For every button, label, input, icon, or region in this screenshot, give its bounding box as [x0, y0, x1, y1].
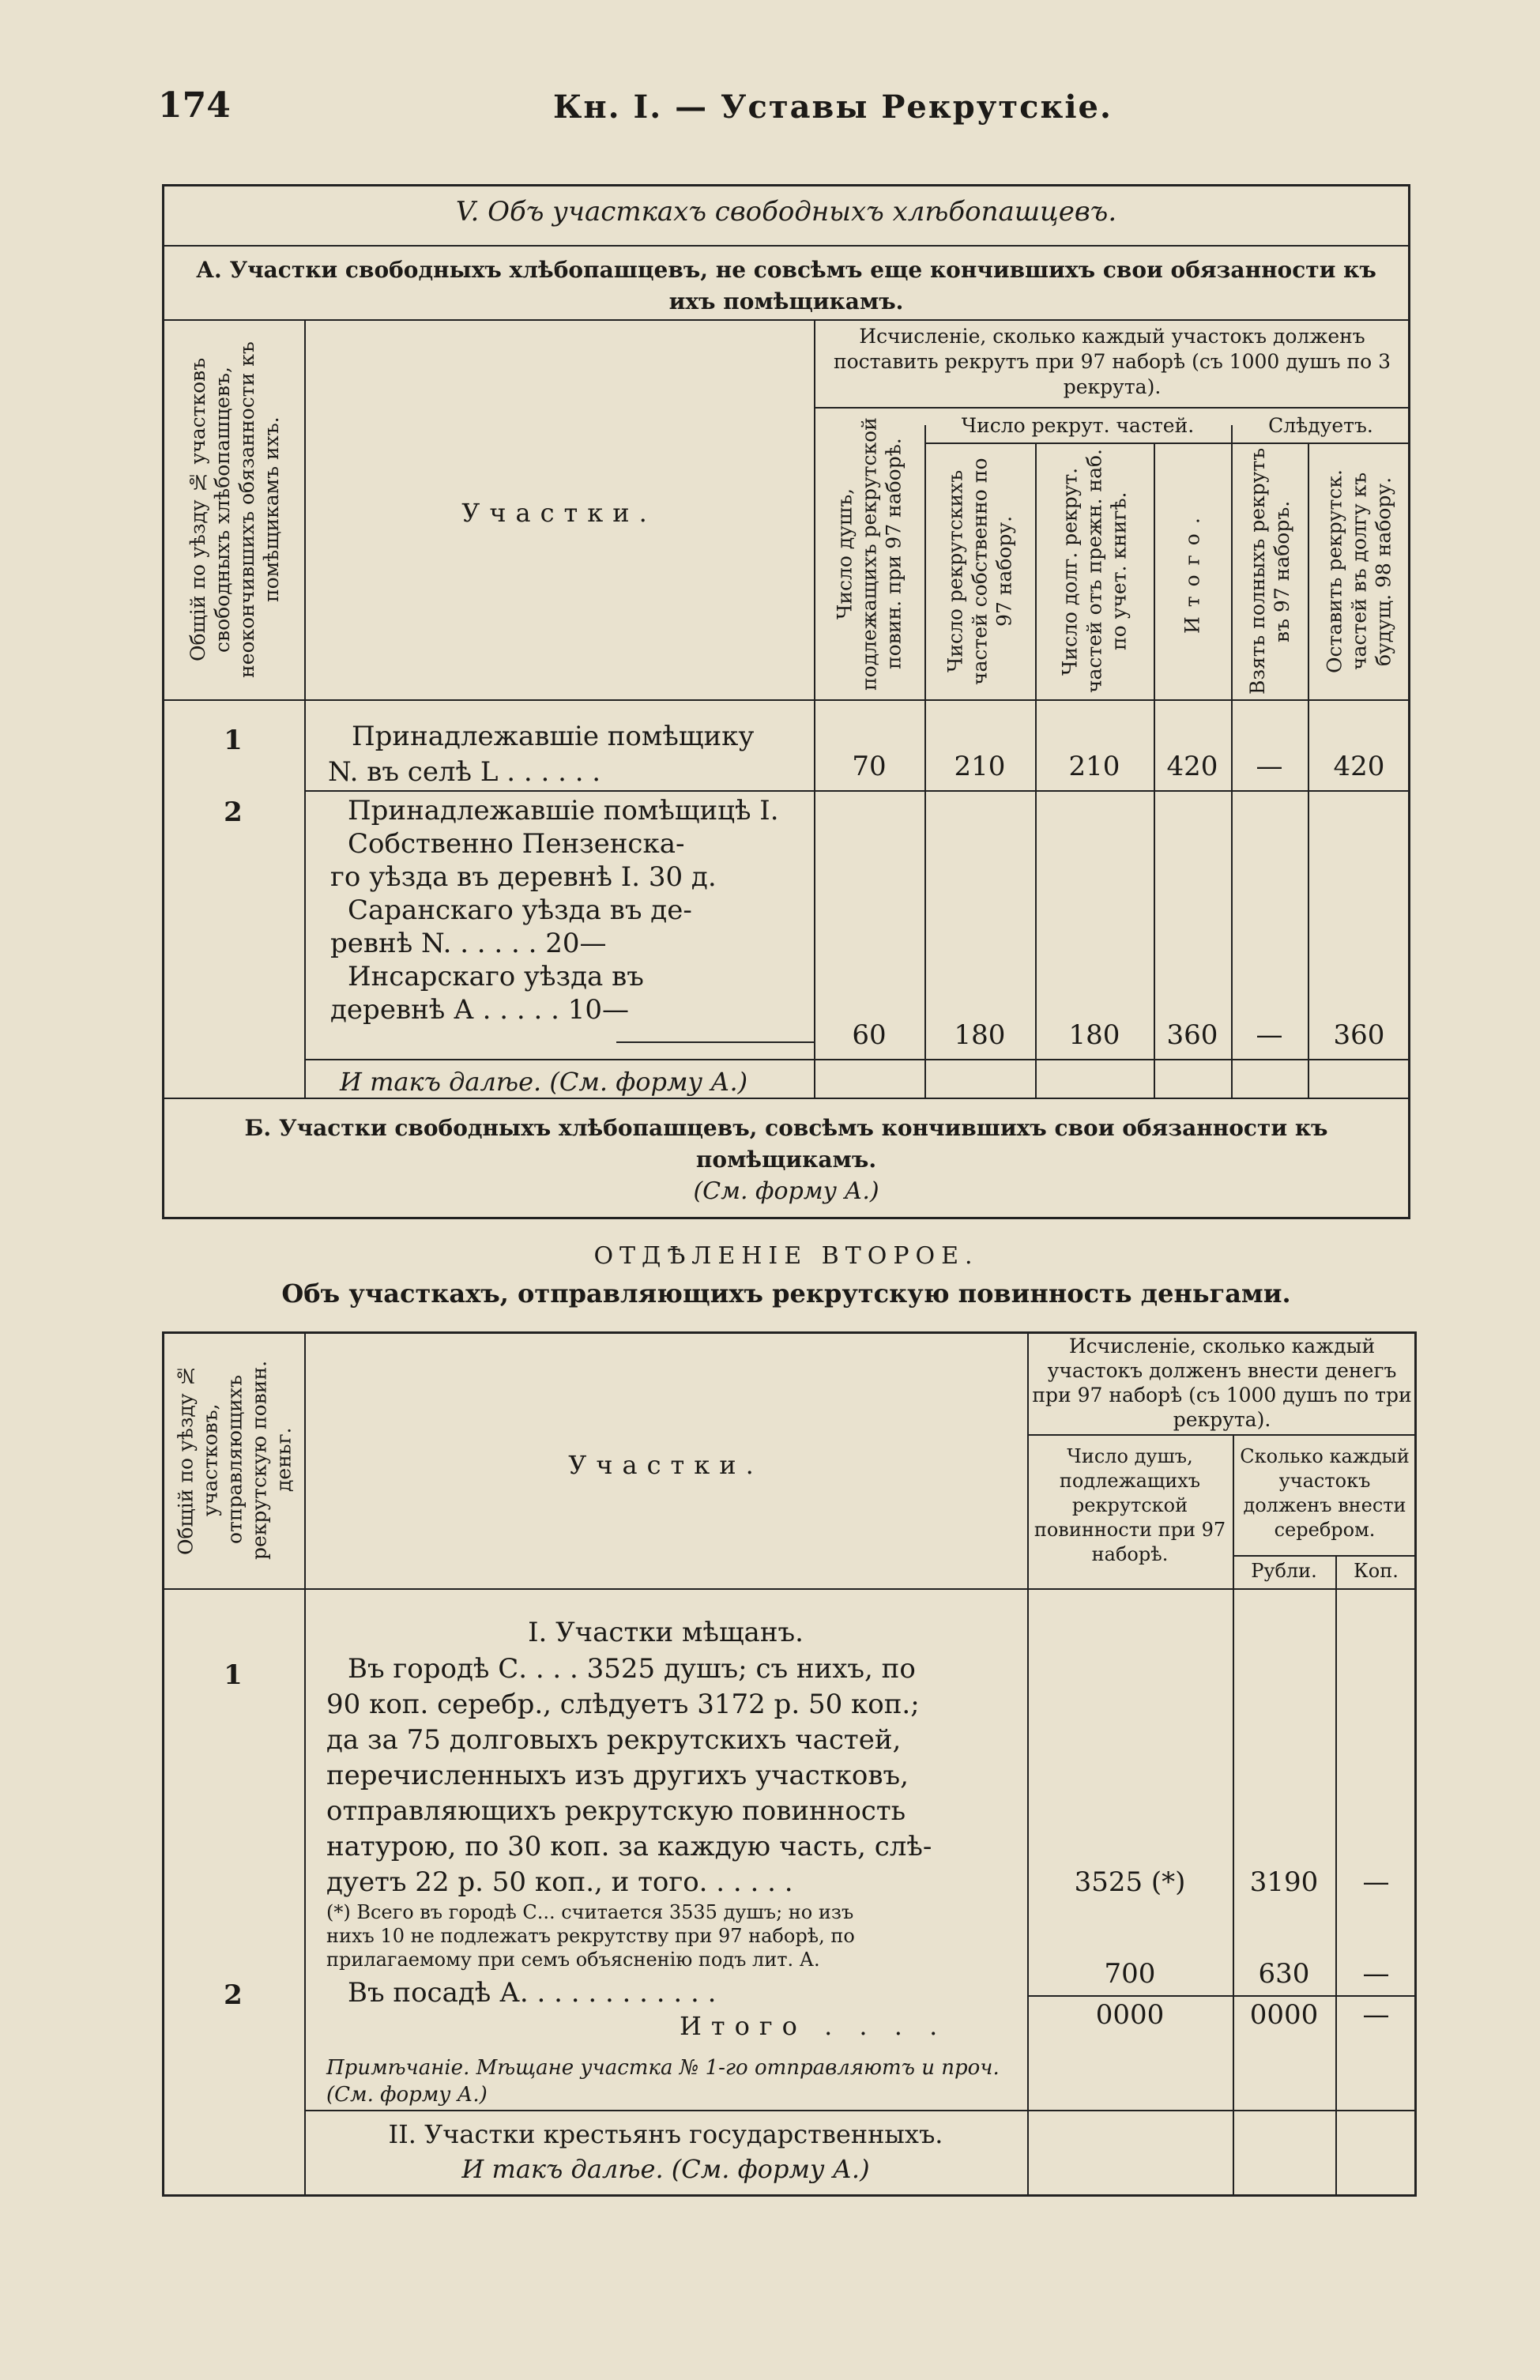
col-parts-total-header: Итого.	[1180, 508, 1204, 635]
row1-own: 210	[954, 751, 1006, 782]
t2-row1-line5: отправляющихъ рекрутскую повинность	[326, 1795, 906, 1827]
t2-row2-souls: 700	[1104, 1958, 1156, 1990]
t2-col-rub-header: Рубли.	[1251, 1560, 1317, 1582]
table1-etc: И такъ далѣе. (См. форму А.)	[340, 1067, 748, 1097]
col-due-take-header: Взять полныхъ рекрутъ въ 97 наборъ.	[1246, 447, 1293, 695]
row1-leave: 420	[1333, 751, 1385, 782]
t2-total-souls: 0000	[1095, 1999, 1165, 2031]
t2-row1-footnote1: (*) Всего въ городѣ С... считается 3535 душъ; но изъ	[326, 1901, 854, 1923]
t2-row1-line3: да за 75 долговыхъ рекрутскихъ частей,	[326, 1724, 902, 1756]
col-parts-group-header: Число рекрут. частей.	[961, 414, 1195, 437]
row2-total: 360	[1166, 1019, 1218, 1051]
table-row-number: 2	[224, 796, 243, 828]
row1-souls: 70	[852, 751, 887, 782]
t2-col-kop-header: Коп.	[1354, 1560, 1399, 1582]
row2-line1: Принадлежавшіе помѣщицѣ I.	[348, 795, 779, 827]
row2-debt: 180	[1068, 1019, 1120, 1051]
row1-debt: 210	[1068, 751, 1120, 782]
section-b-ref: (См. форму А.)	[693, 1177, 879, 1205]
row2-souls: 60	[852, 1019, 887, 1051]
t2-row1-line1: Въ городѣ С. . . . 3525 душъ; съ нихъ, по	[348, 1653, 916, 1685]
row2-line3: го уѣзда въ деревнѣ I. 30 д.	[330, 861, 717, 893]
table-row-number: 1	[224, 725, 243, 756]
col-number-header: Общій по уѣзду № участковъ свободныхъ хлѣбопашцевъ, неокончившихъ обязанности къ помѣщикамъ ихъ.	[186, 341, 283, 678]
t2-total-kop: —	[1362, 1999, 1390, 2031]
t2-group1-heading: I. Участки мѣщанъ.	[528, 1617, 804, 1648]
t2-total-rub: 0000	[1249, 1999, 1319, 2031]
t2-row1-line2: 90 коп. серебр., слѣдуетъ 3172 р. 50 коп.;	[326, 1689, 920, 1720]
t2-col-souls-header: Число душъ, подлежащихъ рекрутской повинности при 97 наборѣ.	[1034, 1445, 1226, 1565]
t2-row2-rub: 630	[1258, 1958, 1310, 1990]
col-parts-debt-header: Число долг. рекрут. частей отъ прежн. наб. по учет. книгѣ.	[1058, 449, 1131, 694]
row2-line2: Собственно Пензенска-	[348, 828, 685, 860]
col-due-group-header: Слѣдуетъ.	[1268, 414, 1373, 437]
col-plots-header: Участки.	[461, 498, 657, 528]
t2-col-number-header: Общій по уѣзду № участковъ, отправляющихъ рекрутскую повин. деньг.	[174, 1360, 296, 1560]
row2-take: —	[1256, 1019, 1283, 1051]
t2-row2-number: 2	[224, 1979, 243, 2011]
section-b-heading: Б. Участки свободныхъ хлѣбопашцевъ, совсѣмъ кончившихъ свои обязанности къ помѣщикамъ.	[244, 1115, 1328, 1173]
t2-group2-heading: II. Участки крестьянъ государственныхъ.	[388, 2119, 943, 2149]
running-head: Кн. I. — Уставы Рекрутскіе.	[553, 88, 1113, 126]
section2-heading: ОТДѢЛЕНІЕ ВТОРОЕ.	[593, 1242, 979, 1270]
t2-col-calc-header: Исчисленіе, сколько каждый участокъ долженъ внести денегъ при 97 наборѣ (съ 1000 душъ по три рекрута).	[1032, 1335, 1412, 1431]
row1-total: 420	[1166, 751, 1218, 782]
t2-row1-souls: 3525 (*)	[1074, 1866, 1186, 1898]
col-calc-header: Исчисленіе, сколько каждый участокъ долженъ поставить рекрутъ при 97 наборѣ (съ 1000 душъ по 3 рекрута).	[833, 325, 1391, 398]
section2-subheading: Объ участкахъ, отправляющихъ рекрутскую повинность деньгами.	[281, 1278, 1291, 1309]
t2-row1-footnote3: прилагаемому при семъ объясненію подъ лит. А.	[326, 1949, 820, 1971]
row2-line4: Саранскаго уѣзда въ де-	[348, 894, 692, 926]
row2-leave: 360	[1333, 1019, 1385, 1051]
col-souls-header: Число душъ, подлежащихъ рекрутской повин. при 97 наборѣ.	[833, 417, 906, 691]
t2-row2-kop: —	[1362, 1958, 1390, 1990]
row1-line2: N. въ селѣ L . . . . . .	[328, 756, 601, 788]
page-number: 174	[158, 85, 231, 126]
t2-etc: И такъ далѣе. (См. форму А.)	[461, 2154, 870, 2184]
row2-line6: Инсарскаго уѣзда въ	[348, 961, 644, 992]
row2-line7: деревнѣ А . . . . . 10—	[330, 994, 629, 1026]
t2-row2-text: Въ посадѣ А. . . . . . . . . . . .	[348, 1977, 717, 2009]
t2-row1-kop: —	[1362, 1866, 1390, 1898]
t2-row1-rub: 3190	[1249, 1866, 1319, 1898]
t2-row1-number: 1	[224, 1659, 243, 1691]
col-due-leave-header: Оставить рекрутск. частей въ долгу къ будущ. 98 набору.	[1323, 469, 1395, 673]
t2-row1-line7: дуетъ 22 р. 50 коп., и того. . . . . .	[326, 1866, 793, 1898]
section-a-heading: А. Участки свободныхъ хлѣбопашцевъ, не совсѣмъ еще кончившихъ свои обязанности къ ихъ помѣщикамъ.	[196, 257, 1376, 314]
t2-total-label: Итого . . . .	[680, 2011, 947, 2041]
t2-row1-line6: натурою, по 30 коп. за каждую часть, слѣ-	[326, 1831, 932, 1862]
row1-take: —	[1256, 751, 1283, 782]
table1-title: V. Объ участкахъ свободныхъ хлѣбопашцевъ.	[455, 196, 1117, 228]
row2-own: 180	[954, 1019, 1006, 1051]
t2-note: Примѣчаніе. Мѣщане участка № 1-го отправляютъ и проч. (См. форму А.)	[326, 2056, 1000, 2107]
t2-row1-footnote2: нихъ 10 не подлежатъ рекрутству при 97 наборѣ, по	[326, 1925, 855, 1947]
row1-line1: Принадлежавшіе помѣщику	[352, 721, 755, 752]
t2-col-amount-header: Сколько каждый участокъ долженъ внести серебром.	[1240, 1445, 1410, 1541]
t2-col-plots-header: Участки.	[568, 1450, 763, 1480]
row2-line5: ревнѣ N. . . . . . 20—	[330, 928, 607, 959]
t2-row1-line4: перечисленныхъ изъ другихъ участковъ,	[326, 1760, 909, 1791]
col-parts-own-header: Число рекрутскихъ частей собственно по 97 набору.	[943, 458, 1016, 685]
